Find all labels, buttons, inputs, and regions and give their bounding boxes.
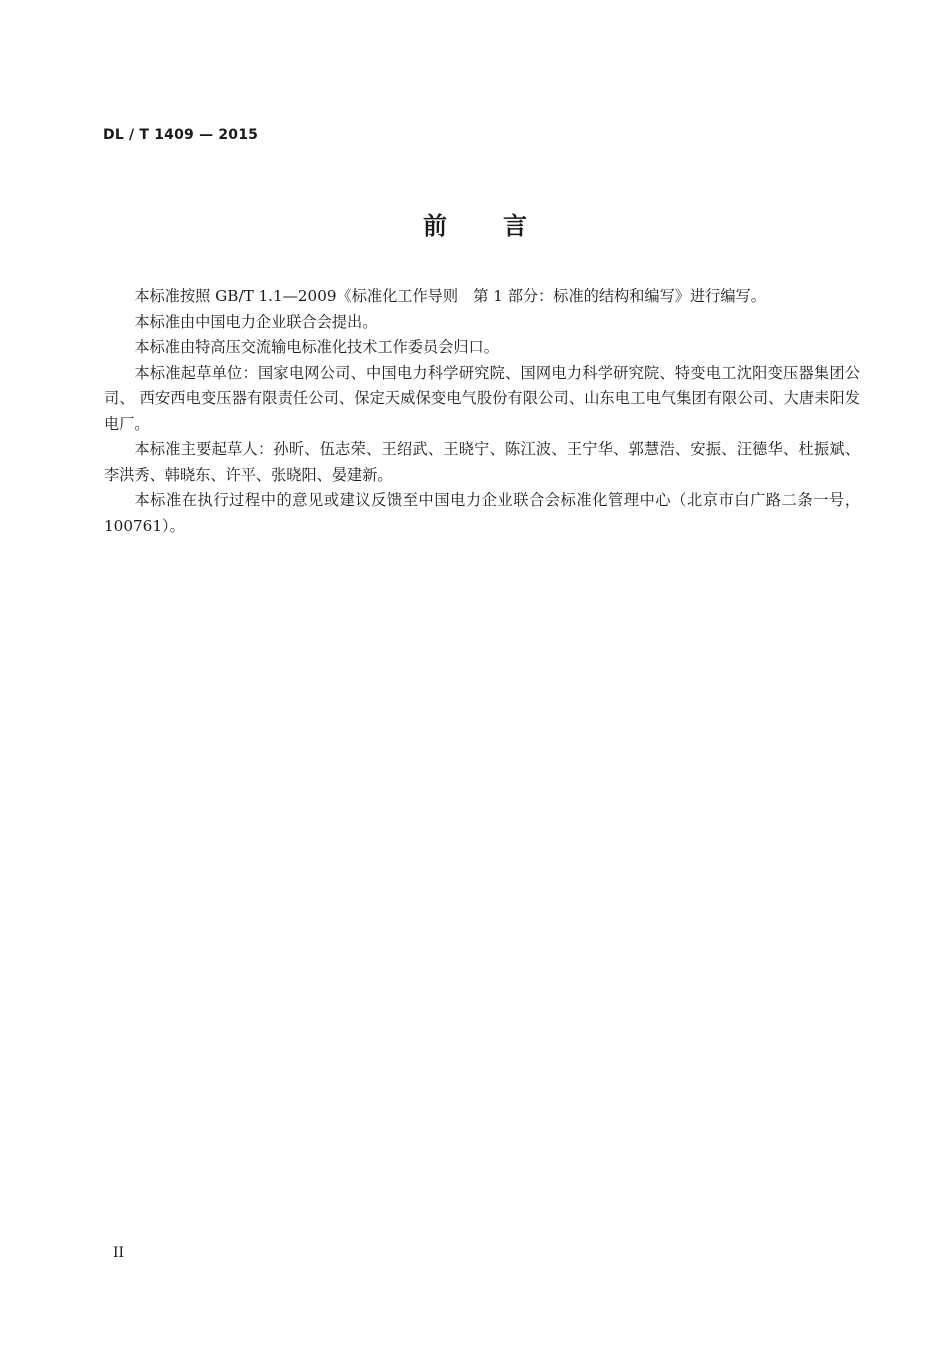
foreword-body <box>104 284 860 539</box>
paragraph-drafting-units: 本标准起草单位：国家电网公司、中国电力科学研究院、国网电力科学研究院、特变电工沈阳变压器集团公司、 西安西电变压器有限责任公司、保定天威保变电气股份有限公司、山东电工电气集团有限公司、大唐耒阳发电厂。 <box>104 363 860 433</box>
standard-code: DL / T 1409 — 2015 <box>103 127 259 143</box>
paragraph-drafting-rules: 本标准按照 GB/T 1.1—2009《标准化工作导则 第 1 部分：标准的结构和编写》进行编写。 <box>134 287 766 305</box>
paragraph-committee: 本标准由特高压交流输电标准化技术工作委员会归口。 <box>134 338 499 356</box>
paragraph-drafters: 本标准主要起草人：孙昕、伍志荣、王绍武、王晓宁、陈江波、王宁华、郭慧浩、安振、汪德华、杜振斌、李洪秀、韩晓东、许平、张晓阳、晏建新。 <box>104 440 860 484</box>
page-title: 前言 <box>423 212 583 240</box>
paragraph-proposer: 本标准由中国电力企业联合会提出。 <box>134 312 378 331</box>
paragraph-feedback: 本标准在执行过程中的意见或建议反馈至中国电力企业联合会标准化管理中心（北京市白广路二条一号，100761）。 <box>104 491 860 535</box>
page-number: II <box>113 1245 125 1261</box>
